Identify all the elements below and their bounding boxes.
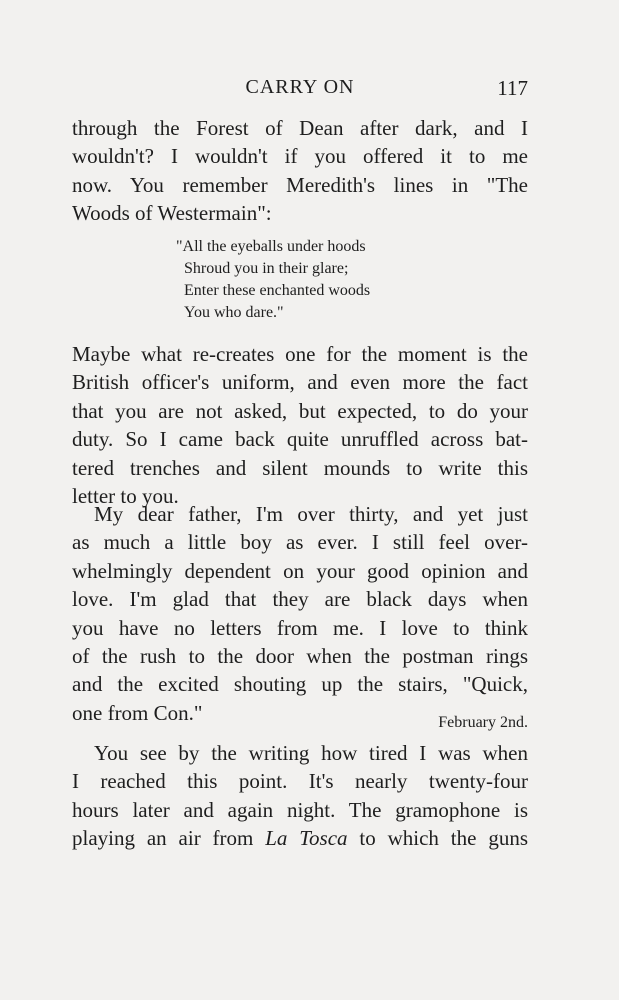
verse-line: Shroud you in their glare;	[184, 260, 349, 277]
paragraph-1	[72, 114, 528, 228]
text-line: I reached this point. It's nearly twenty-four	[72, 769, 528, 794]
text-run: playing an air from	[72, 826, 266, 851]
text-line: you have no letters from me. I love to think	[72, 615, 528, 640]
text-line: now. You remember Meredith's lines in "The	[72, 172, 528, 197]
opera-title: La Tosca	[265, 826, 348, 851]
paragraph-2	[72, 340, 528, 510]
text-line: tered trenches and silent mounds to write this	[72, 455, 528, 480]
text-line: whelmingly dependent on your good opinion and	[72, 558, 528, 583]
text-line: hours later and again night. The gramophone is	[72, 797, 528, 822]
text-line: wouldn't? I wouldn't if you offered it to me	[72, 144, 528, 169]
text-line: You see by the writing how tired I was when	[94, 741, 528, 765]
text-line: through the Forest of Dean after dark, and I	[72, 116, 528, 140]
paragraph-4	[72, 739, 528, 853]
text-line: as much a little boy as ever. I still feel over-	[72, 530, 528, 555]
page-number: 117	[497, 76, 528, 100]
text-line: British officer's uniform, and even more the fact	[72, 370, 528, 395]
verse-line: Enter these enchanted woods	[184, 282, 371, 299]
text-line: duty. So I came back quite unruffled across bat-	[72, 427, 528, 452]
dateline: February 2nd.	[438, 714, 528, 731]
text-line: love. I'm glad that they are black days when	[72, 587, 528, 612]
text-line: My dear father, I'm over thirty, and yet just	[94, 502, 528, 526]
paragraph-3	[72, 500, 528, 727]
text-line: letter to you.	[72, 483, 179, 508]
verse-line: You who dare."	[184, 304, 284, 321]
text-line: that you are not asked, but expected, to do your	[72, 398, 528, 423]
text-line	[72, 824, 528, 852]
text-line: and the excited shouting up the stairs, "Quick,	[72, 672, 528, 697]
text-line: of the rush to the door when the postman rings	[72, 643, 528, 668]
page-header	[72, 76, 528, 102]
text-run: to which the guns	[347, 826, 528, 851]
text-line: Maybe what re-creates one for the moment is the	[72, 342, 528, 366]
text-line: Woods of Westermain":	[72, 201, 272, 226]
text-line: one from Con."	[72, 700, 203, 725]
running-head: CARRY ON	[245, 76, 355, 98]
verse-line: "All the eyeballs under hoods	[176, 238, 366, 255]
verse-quotation	[176, 236, 370, 324]
